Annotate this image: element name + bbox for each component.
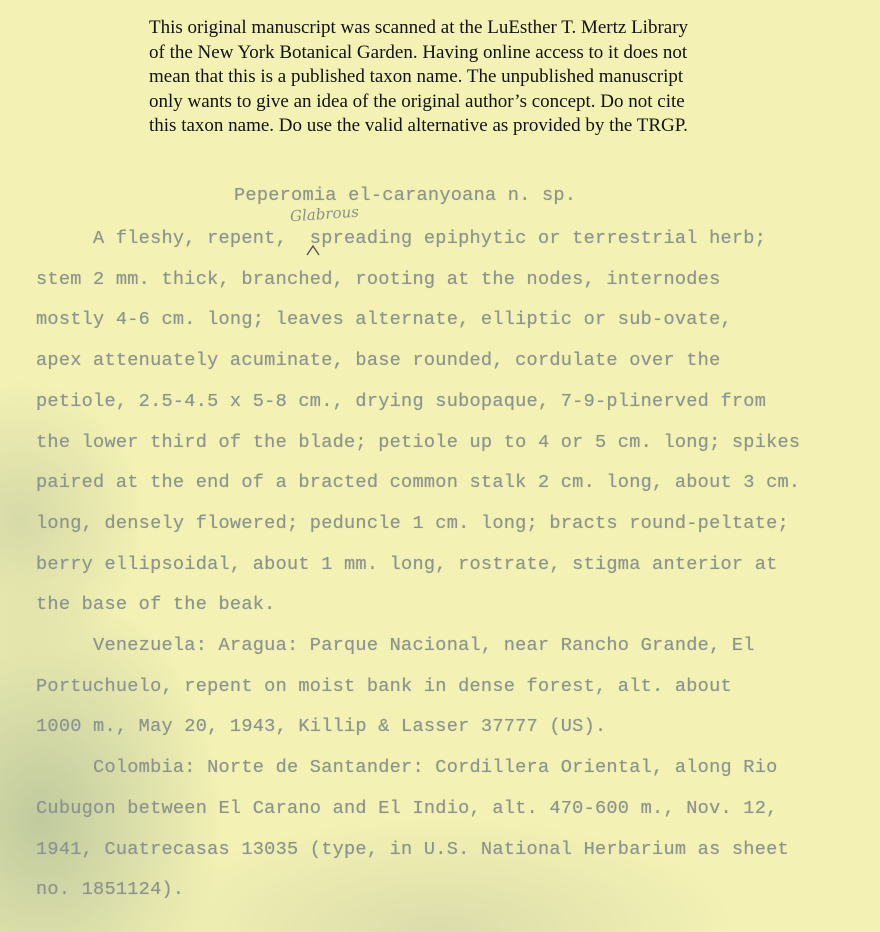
manuscript-line: the base of the beak. (36, 594, 276, 616)
manuscript-line: berry ellipsoidal, about 1 mm. long, rostrate, stigma anterior at (36, 553, 778, 575)
species-heading: Peperomia el-caranyoana n. sp. (234, 185, 577, 206)
manuscript-line: paired at the end of a bracted common stalk 2 cm. long, about 3 cm. (36, 472, 801, 494)
manuscript-line: petiole, 2.5-4.5 x 5-8 cm., drying subopaque, 7-9-plinerved from (36, 390, 767, 412)
notice-line: mean that this is a published taxon name. The unpublished manuscript (149, 66, 684, 88)
notice-line: of the New York Botanical Garden. Having online access to it does not (149, 41, 688, 63)
manuscript-line: mostly 4-6 cm. long; leaves alternate, elliptic or sub-ovate, (36, 309, 732, 331)
notice-line: This original manuscript was scanned at the LuEsther T. Mertz Library (149, 17, 689, 38)
handwritten-insert: Glabrous (289, 202, 360, 226)
manuscript-line: 1941, Cuatrecasas 13035 (type, in U.S. National Herbarium as sheet (36, 838, 789, 860)
manuscript-line: long, densely flowered; peduncle 1 cm. long; bracts round-peltate; (36, 512, 789, 534)
manuscript-line: the lower third of the blade; petiole up to 4 or 5 cm. long; spikes (36, 431, 801, 453)
manuscript-line: stem 2 mm. thick, branched, rooting at the nodes, internodes (36, 268, 721, 290)
manuscript-line: Colombia: Norte de Santander: Cordillera Oriental, along Rio (36, 757, 778, 779)
manuscript-line: Cubugon between El Carano and El Indio, alt. 470-600 m., Nov. 12, (36, 797, 778, 819)
library-notice (149, 16, 789, 139)
manuscript-line: Portuchuelo, repent on moist bank in dense forest, alt. about (36, 675, 732, 697)
manuscript-line: apex attenuately acuminate, base rounded, cordulate over the (36, 350, 721, 372)
notice-line: only wants to give an idea of the original author’s concept. Do not cite (149, 90, 685, 112)
manuscript-line: no. 1851124). (36, 879, 185, 901)
manuscript-line: 1000 m., May 20, 1943, Killip & Lasser 37777 (US). (36, 716, 607, 738)
notice-line: this taxon name. Do use the valid alternative as provided by the TRGP. (149, 115, 688, 137)
manuscript-line: Venezuela: Aragua: Parque Nacional, near Rancho Grande, El (36, 635, 755, 656)
manuscript-line: A fleshy, repent, spreading epiphytic or terrestrial herb; (36, 228, 767, 249)
